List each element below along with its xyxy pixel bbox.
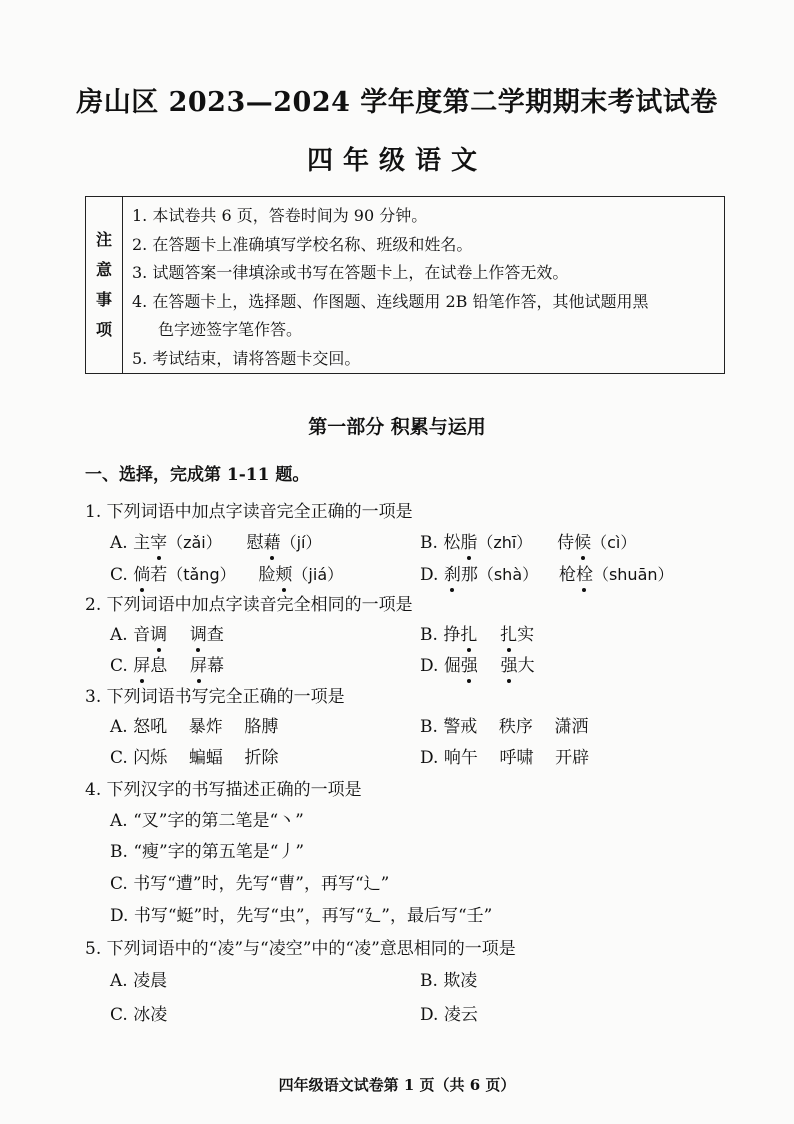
question-5-option-d <box>420 1000 478 1025</box>
pinyin: （tǎng） <box>167 565 236 584</box>
option-letter: A. <box>110 811 128 831</box>
pinyin: （zhī） <box>477 533 533 552</box>
dotted-char: 刹 <box>444 560 461 585</box>
option-letter: B. <box>420 971 438 991</box>
option-letter: A. <box>110 971 128 991</box>
question-4-stem: 4. 下列汉字的书写描述正确的一项是 <box>85 780 362 800</box>
word-char: 挣 <box>443 625 461 645</box>
option-letter: D. <box>420 656 439 676</box>
dotted-char: 倘 <box>133 560 150 585</box>
dotted-char: 扎 <box>500 620 517 645</box>
option-letter: C. <box>110 656 128 676</box>
question-5-stem: 5. 下列词语中的“凌”与“凌空”中的“凌”意思相同的一项是 <box>85 939 516 959</box>
option-word <box>501 656 535 676</box>
notice-label-char: 意 <box>95 260 112 279</box>
option-text: 书写“蜓”时，先写“虫”，再写“廴”，最后写“壬” <box>133 906 493 926</box>
exam-title: 房山区 2023—2024 学年度第二学期期末考试试卷 <box>76 87 718 118</box>
question-1-option-a <box>110 528 321 553</box>
question-4-option-b <box>110 837 304 862</box>
dotted-char: 脂 <box>460 528 477 553</box>
pinyin: （jiá） <box>292 565 344 584</box>
section-title: 第一部分 积累与运用 <box>308 416 486 438</box>
dotted-char: 颊 <box>275 560 292 585</box>
dotted-char: 扎 <box>460 620 477 645</box>
option-word <box>133 533 167 553</box>
word-char: 若 <box>150 565 168 585</box>
dotted-char: 调 <box>150 620 167 645</box>
question-1-option-d <box>420 560 674 585</box>
option-letter: A. <box>110 533 128 553</box>
word-char: 音 <box>133 625 151 645</box>
option-letter: B. <box>420 625 438 645</box>
question-3-stem: 3. 下列词语书写完全正确的一项是 <box>85 687 345 707</box>
word-char: 枪 <box>558 565 576 585</box>
option-text: 书写“遭”时，先写“曹”，再写“辶” <box>133 874 390 894</box>
question-2-stem: 2. 下列词语中加点字读音完全相同的一项是 <box>85 595 413 615</box>
option-text: 冰凌 <box>133 1005 168 1025</box>
option-word <box>247 533 281 553</box>
option-word <box>444 565 478 585</box>
option-letter: D. <box>420 565 439 585</box>
question-3-option-a <box>110 712 278 737</box>
word-char: 那 <box>460 565 478 585</box>
option-word <box>500 625 534 645</box>
word-char: 大 <box>517 656 535 676</box>
option-word <box>133 565 167 585</box>
pinyin: （jí） <box>280 533 322 552</box>
pinyin: （shuān） <box>592 565 674 584</box>
question-2-option-c <box>110 651 224 676</box>
option-letter: B. <box>420 533 438 553</box>
word-char: 倔 <box>443 656 461 676</box>
question-4-option-d <box>110 901 492 926</box>
option-word <box>190 656 224 676</box>
question-1-option-b <box>420 528 636 553</box>
notice-item: 1. 本试卷共 6 页，答卷时间为 90 分钟。 <box>132 206 428 225</box>
word-char: 侍 <box>557 533 575 553</box>
exam-subtitle: 四年级语文 <box>306 146 487 176</box>
notice-item: 3. 试题答案一律填涂或书写在答题卡上，在试卷上作答无效。 <box>132 263 569 282</box>
question-4-option-a <box>110 806 304 831</box>
question-5-option-a <box>110 966 167 991</box>
option-text: 欺凌 <box>443 971 478 991</box>
option-word <box>133 625 167 645</box>
pinyin: （shà） <box>477 565 539 584</box>
word-char: 脸 <box>258 565 276 585</box>
option-letter: C. <box>110 748 128 768</box>
question-3-option-b <box>420 712 589 737</box>
dotted-char: 屏 <box>190 651 207 676</box>
dotted-char: 候 <box>574 528 591 553</box>
option-letter: C. <box>110 874 128 894</box>
option-letter: A. <box>110 717 128 737</box>
notice-label-char: 注 <box>95 230 112 249</box>
option-letter: B. <box>110 842 128 862</box>
word-char: 松 <box>443 533 461 553</box>
dotted-char: 栓 <box>576 560 593 585</box>
notice-items <box>132 202 718 373</box>
question-3-option-c <box>110 743 278 768</box>
option-letter: D. <box>110 906 129 926</box>
dotted-char: 强 <box>501 651 518 676</box>
dotted-char: 强 <box>461 651 478 676</box>
dotted-char: 宰 <box>150 528 167 553</box>
option-text: “叉”字的第二笔是“丶” <box>133 811 304 831</box>
word-char: 息 <box>150 656 168 676</box>
option-word <box>133 656 167 676</box>
option-text: 凌晨 <box>133 971 168 991</box>
dotted-char: 屏 <box>133 651 150 676</box>
notice-item: 2. 在答题卡上准确填写学校名称、班级和姓名。 <box>132 234 473 254</box>
option-word <box>444 656 478 676</box>
notice-label-char: 事 <box>95 290 112 309</box>
word-char: 查 <box>206 625 224 645</box>
notice-label <box>86 197 123 373</box>
option-letter: C. <box>110 565 128 585</box>
option-letter: A. <box>110 625 128 645</box>
option-word <box>557 533 591 553</box>
question-4-option-c <box>110 869 389 894</box>
word-char: 慰 <box>246 533 264 553</box>
dotted-char: 藉 <box>264 528 281 553</box>
pinyin: （zǎi） <box>167 533 222 552</box>
question-2-option-a <box>110 620 224 645</box>
option-text: 响午 呼啸 开辟 <box>443 748 590 768</box>
word-char: 主 <box>133 533 151 553</box>
option-letter: C. <box>110 1005 128 1025</box>
option-text: 凌云 <box>443 1005 478 1025</box>
pinyin: （cì） <box>591 533 637 552</box>
option-word <box>559 565 593 585</box>
option-letter: D. <box>420 1005 439 1025</box>
question-3-option-d <box>420 743 589 768</box>
question-2-option-b <box>420 620 534 645</box>
question-1-stem: 1. 下列词语中加点字读音完全正确的一项是 <box>85 502 413 522</box>
notice-item: 5. 考试结束，请将答题卡交回。 <box>132 348 361 368</box>
option-word <box>443 533 477 553</box>
option-word <box>258 565 292 585</box>
notice-item-continuation: 色字迹签字笔作答。 <box>158 320 303 339</box>
page-footer: 四年级语文试卷第 1 页（共 6 页） <box>278 1076 516 1094</box>
option-text: 怒吼 暴炸 胳膊 <box>133 717 279 737</box>
option-word <box>443 625 477 645</box>
notice-box <box>85 196 725 374</box>
option-letter: D. <box>420 748 439 768</box>
question-5-option-c <box>110 1000 167 1025</box>
part-heading: 一、选择，完成第 1-11 题。 <box>85 465 310 485</box>
option-text: 闪烁 蝙蝠 折除 <box>133 748 279 768</box>
option-text: 警戒 秩序 潇洒 <box>443 717 589 737</box>
question-5-option-b <box>420 966 477 991</box>
option-text: “瘦”字的第五笔是“丿” <box>133 842 305 862</box>
question-2-option-d <box>420 651 535 676</box>
option-word <box>190 625 224 645</box>
option-letter: B. <box>420 717 438 737</box>
question-1-option-c <box>110 560 343 585</box>
notice-item: 4. 在答题卡上，选择题、作图题、连线题用 2B 铅笔作答，其他试题用黑 <box>132 291 649 311</box>
word-char: 实 <box>517 625 535 645</box>
notice-label-char: 项 <box>95 320 112 339</box>
word-char: 幕 <box>207 656 225 676</box>
dotted-char: 调 <box>190 620 207 645</box>
